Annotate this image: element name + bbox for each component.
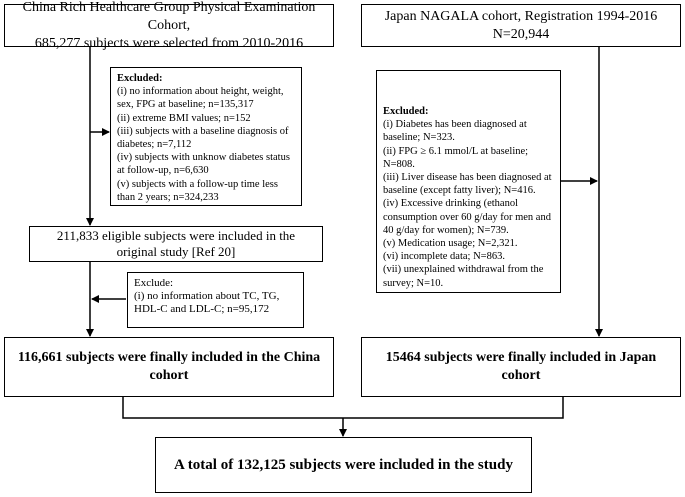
china-final-text: 116,661 subjects were finally included in the China cohort: [17, 350, 321, 383]
japan-start-box: [361, 4, 681, 47]
japan-start-line-2: N=20,944: [492, 26, 550, 42]
china-eligible-box: [29, 226, 323, 262]
china-excluded-item: (v) subjects with a follow-up time less than 2 years; n=324,233: [117, 178, 278, 203]
china-excluded-box: [110, 67, 302, 206]
japan-excluded-item: (v) Medication usage; N=2,321.: [383, 238, 518, 250]
japan-excluded-item: (i) Diabetes has been diagnosed at baseline; N=323.: [383, 119, 527, 144]
china-excluded-item: (iii) subjects with a baseline diagnosis of diabetes; n=7,112: [117, 125, 289, 151]
japan-excluded-header: Excluded:: [383, 106, 429, 117]
china-excluded-item: (ii) extreme BMI values; n=152: [117, 112, 251, 124]
china-final-box: [4, 337, 334, 397]
china-exclude2-box: [127, 272, 304, 328]
merge-line: [123, 397, 563, 418]
japan-excluded-box: [376, 70, 561, 293]
japan-excluded-item: (iv) Excessive drinking (ethanol consumption over 60 g/day for men and 40 g/day for women); N=739.: [383, 198, 551, 236]
china-excluded-header: Excluded:: [117, 73, 163, 84]
china-exclude2-header: Exclude:: [134, 277, 174, 289]
japan-excluded-item: (iii) Liver disease has been diagnosed at baseline (except fatty liver); N=416.: [383, 172, 552, 197]
japan-final-box: [361, 337, 681, 397]
total-text: A total of 132,125 subjects were included in the study: [174, 456, 513, 473]
japan-final-text: 15464 subjects were finally included in Japan cohort: [385, 350, 657, 383]
japan-excluded-item: (vii) unexplained withdrawal from the survey; N=10.: [383, 264, 544, 289]
china-start-box: [4, 0, 334, 51]
china-excluded-item: (i) no information about height, weight, sex, FPG at baseline; n=135,317: [117, 86, 284, 111]
china-start-line-1: China Rich Healthcare Group Physical Examination Cohort,: [22, 0, 316, 33]
total-box: [155, 437, 532, 493]
japan-start-line-1: Japan NAGALA cohort, Registration 1994-2016: [384, 8, 658, 24]
japan-excluded-item: (ii) FPG ≥ 6.1 mmol/L at baseline; N=808.: [383, 145, 529, 170]
china-start-line-2: 685,277 subjects were selected from 2010-2016: [34, 35, 304, 51]
china-eligible-text: 211,833 eligible subjects were included in the original study [Ref 20]: [56, 228, 296, 259]
japan-excluded-item: (vi) incomplete data; N=863.: [383, 251, 505, 263]
china-exclude2-item: (i) no information about TC, TG, HDL-C and LDL-C; n=95,172: [134, 290, 280, 316]
china-excluded-item: (iv) subjects with unknow diabetes status at follow-up, n=6,630: [117, 152, 290, 177]
